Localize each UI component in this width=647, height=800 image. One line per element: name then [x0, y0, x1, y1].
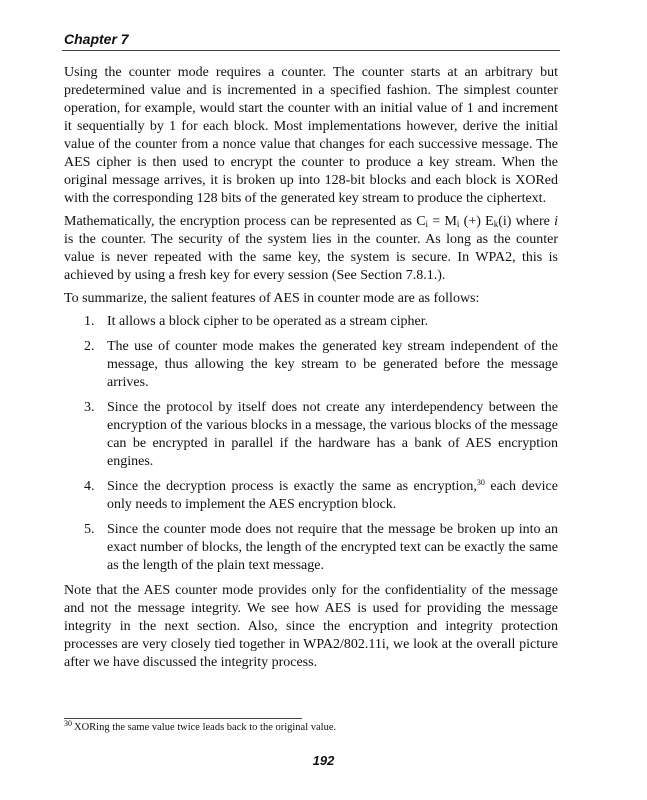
subscript-i: i	[425, 219, 429, 229]
footnote-number: 30	[64, 719, 72, 728]
list-text: Since the protocol by itself does not create any interdependency between the encryption of the various blocks in a message, the various blocks of the message can be encrypted in parallel if the hardware has a bank of AES encryption engines.	[107, 400, 558, 469]
header-rule	[62, 50, 560, 51]
list-item	[64, 338, 558, 392]
math-rest: is the counter. The security of the system lies in the counter. As long as the counter value is never repeated with the same key, the system is secure. In WPA2, this is achieved by using a fresh key for every session (See Section 7.8.1.).	[64, 232, 558, 283]
math-mid1: = M	[428, 214, 457, 229]
subscript-k: k	[493, 219, 499, 229]
paragraph-math	[64, 213, 558, 285]
list-text: It allows a block cipher to be operated as a stream cipher.	[107, 314, 429, 329]
italic-i: i	[554, 214, 558, 229]
list-number: 4.	[84, 479, 95, 494]
list-number: 3.	[84, 400, 95, 415]
list-item	[64, 399, 558, 471]
list-text: The use of counter mode makes the generated key stream independent of the message, thus allowing the key stream to be generated before the message arrives.	[107, 339, 558, 390]
math-lead: Mathematically, the encryption process can be represented as C	[64, 214, 426, 229]
list-item	[64, 313, 558, 331]
chapter-header: Chapter 7	[64, 31, 129, 47]
footnote-text: XORing the same value twice leads back to the original value.	[74, 722, 337, 733]
math-mid3: (i) where	[498, 214, 555, 229]
body-text	[64, 64, 558, 677]
list-item	[64, 478, 558, 514]
math-mid2: (+) E	[459, 214, 494, 229]
list-number: 5.	[84, 522, 95, 537]
list-item	[64, 521, 558, 575]
page-number: 192	[312, 753, 335, 768]
list-text: Since the counter mode does not require that the message be broken up into an exact number of blocks, the length of the encrypted text can be exactly the same as the length of the plain text message.	[107, 522, 558, 573]
footnote-rule	[64, 718, 302, 719]
list-number: 2.	[84, 339, 95, 354]
list-number: 1.	[84, 314, 95, 329]
list-text: Since the decryption process is exactly the same as encryption,	[107, 479, 477, 494]
paragraph-summary: To summarize, the salient features of AES in counter mode are as follows:	[64, 291, 480, 306]
subscript-i-2: i	[456, 219, 460, 229]
features-list	[64, 313, 558, 575]
paragraph-note: Note that the AES counter mode provides only for the confidentiality of the message and not the message integrity. We see how AES is used for providing the message integrity in the next section. Also, since the encryption and integrity protection processes are very closely tied together in WPA2/802.11i, we look at the overall picture after we have discussed the integrity process.	[64, 583, 558, 670]
list-text-2: each device only needs to implement the AES encryption block.	[107, 479, 558, 512]
footnote	[64, 721, 558, 735]
footnote-ref[interactable]: 30	[476, 478, 485, 487]
paragraph-counter-mode: Using the counter mode requires a counter. The counter starts at an arbitrary but predetermined value and is incremented in a specified fashion. The simplest counter operation, for example, would start the counter with an initial value of 1 and increment it sequentially by 1 for each block. Most implementations however, derive the initial value of the counter from a nonce value that changes for each successive message. The AES cipher is then used to encrypt the counter to produce a key stream. When the original message arrives, it is broken up into 128-bit blocks and each block is XORed with the corresponding 128 bits of the generated key stream to produce the ciphertext.	[64, 65, 558, 206]
